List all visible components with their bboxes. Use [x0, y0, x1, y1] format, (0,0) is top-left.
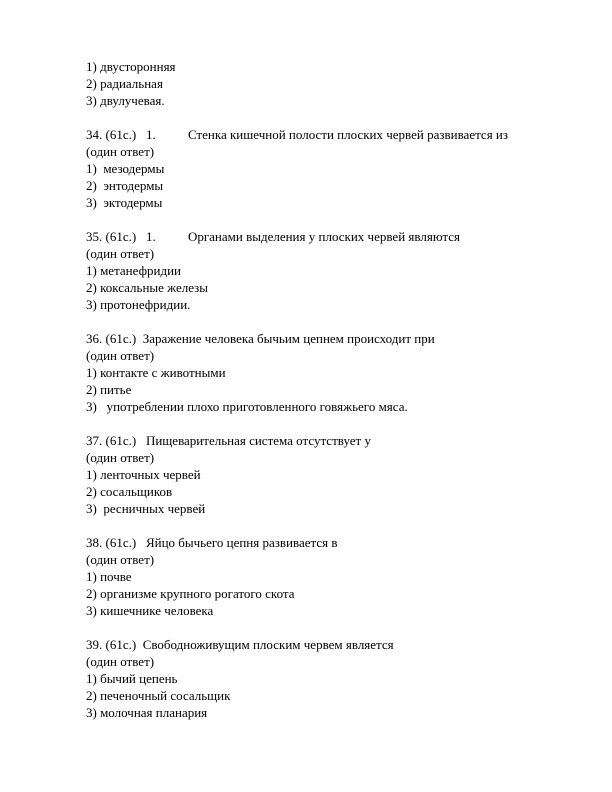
- question-text: Стенка кишечной полости плоских червей развивается из: [187, 127, 509, 142]
- answer-note: (один ответ): [86, 246, 155, 261]
- question-number: 35. (61с.): [86, 229, 137, 244]
- intro-options: [86, 58, 586, 109]
- answer-note: (один ответ): [86, 654, 155, 669]
- question-subnumber: 1.: [145, 229, 156, 244]
- question-37: [86, 432, 586, 517]
- option-line: 1) бычий цепень: [86, 671, 178, 686]
- question-subnumber: 1.: [145, 127, 156, 142]
- document-page: [86, 58, 586, 738]
- option-line: 2) сосальщиков: [86, 484, 173, 499]
- option-line: 1) почве: [86, 569, 132, 584]
- question-heading: [86, 126, 586, 143]
- question-heading: [86, 534, 586, 551]
- option-line: 3) кишечнике человека: [86, 603, 214, 618]
- answer-note: (один ответ): [86, 348, 155, 363]
- question-number: 37. (61с.): [86, 433, 137, 448]
- option-line: 2) энтодермы: [86, 178, 164, 193]
- question-text: Органами выделения у плоских червей являются: [187, 229, 460, 244]
- option-line: 3) ресничных червей: [86, 501, 206, 516]
- answer-note: (один ответ): [86, 552, 155, 567]
- question-35: [86, 228, 586, 313]
- option-line: 3) эктодермы: [86, 195, 163, 210]
- question-34: [86, 126, 586, 211]
- question-number: 36. (61с.): [86, 331, 137, 346]
- question-text: Пищеварительная система отсутствует у: [145, 433, 371, 448]
- question-number: 38. (61с.): [86, 535, 137, 550]
- answer-note: (один ответ): [86, 144, 155, 159]
- option-line: 2) печеночный сосальщик: [86, 688, 231, 703]
- option-line: 3) двулучевая.: [86, 93, 165, 108]
- option-line: 3) протонефридии.: [86, 297, 191, 312]
- option-line: 1) метанефридии: [86, 263, 181, 278]
- option-line: 1) мезодермы: [86, 161, 165, 176]
- question-number: 39. (61с.): [86, 637, 137, 652]
- question-text: Свободноживущим плоским червем является: [142, 637, 394, 652]
- question-text: Яйцо бычьего цепня развивается в: [145, 535, 338, 550]
- option-line: 3) употреблении плохо приготовленного говяжьего мяса.: [86, 399, 408, 414]
- option-line: 2) организме крупного рогатого скота: [86, 586, 295, 601]
- option-line: 3) молочная планария: [86, 705, 208, 720]
- question-heading: [86, 330, 586, 347]
- question-number: 34. (61с.): [86, 127, 137, 142]
- question-38: [86, 534, 586, 619]
- question-39: [86, 636, 586, 721]
- question-heading: [86, 636, 586, 653]
- option-line: 1) двусторонняя: [86, 59, 176, 74]
- question-heading: [86, 228, 586, 245]
- answer-note: (один ответ): [86, 450, 155, 465]
- option-line: 2) коксальные железы: [86, 280, 209, 295]
- option-line: 1) контакте с животными: [86, 365, 226, 380]
- option-line: 2) питье: [86, 382, 132, 397]
- question-text: Заражение человека бычьим цепнем происходит при: [142, 331, 435, 346]
- question-36: [86, 330, 586, 415]
- question-heading: [86, 432, 586, 449]
- option-line: 2) радиальная: [86, 76, 163, 91]
- option-line: 1) ленточных червей: [86, 467, 201, 482]
